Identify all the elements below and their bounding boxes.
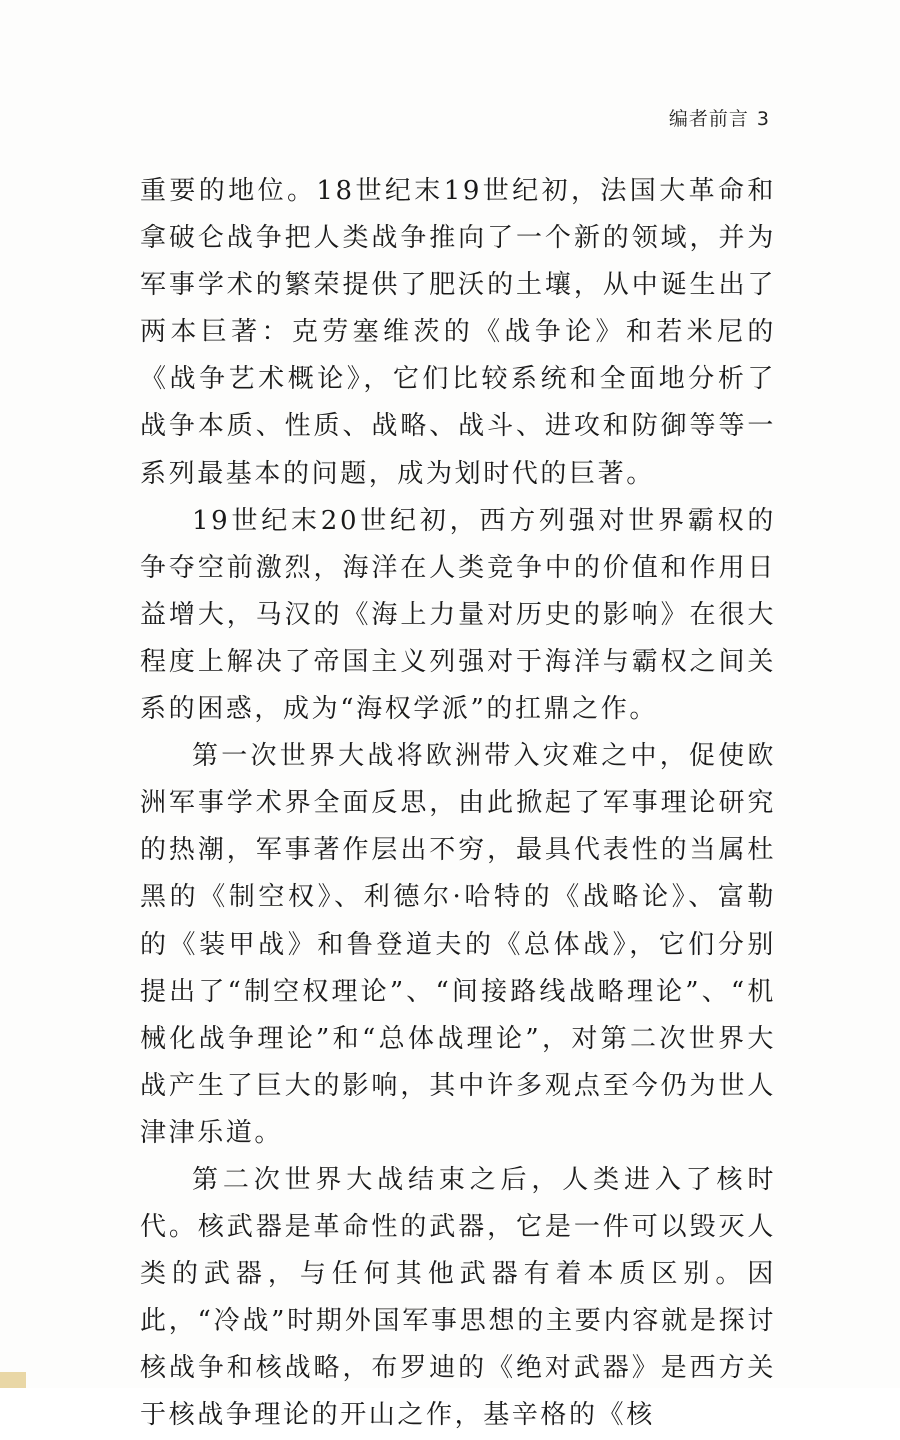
- paragraph: 第二次世界大战结束之后，人类进入了核时代。核武器是革命性的武器，它是一件可以毁灭人类的武器，与任何其他武器有着本质区别。因此，“冷战”时期外国军事思想的主要内容就是探讨核战争和核战略，布罗迪的《绝对武器》是西方关于核战争理论的开山之作，基辛格的《核: [140, 1164, 776, 1431]
- running-head: [669, 104, 770, 131]
- section-title: 编者前言: [668, 108, 749, 130]
- page-number: 3: [756, 108, 770, 130]
- paragraph: 19世纪末20世纪初，西方列强对世界霸权的争夺空前激烈，海洋在人类竞争中的价值和作用日益增大，马汉的《海上力量对历史的影响》在很大程度上解决了帝国主义列强对于海洋与霸权之间关系的困惑，成为“海权学派”的扛鼎之作。: [140, 505, 776, 725]
- paragraph-continued: 重要的地位。18世纪末19世纪初，法国大革命和拿破仑战争把人类战争推向了一个新的领域，并为军事学术的繁荣提供了肥沃的土壤，从中诞生出了两本巨著：克劳塞维茨的《战争论》和若米尼的《战争艺术概论》，它们比较系统和全面地分析了战争本质、性质、战略、战斗、进攻和防御等等一系列最基本的问题，成为划时代的巨著。: [140, 176, 776, 489]
- paragraph: 第一次世界大战将欧洲带入灾难之中，促使欧洲军事学术界全面反思，由此掀起了军事理论研究的热潮，军事著作层出不穷，最具代表性的当属杜黑的《制空权》、利德尔·哈特的《战略论》、富勒的《装甲战》和鲁登道夫的《总体战》，它们分别提出了“制空权理论”、“间接路线战略理论”、“机械化战争理论”和“总体战理论”，对第二次世界大战产生了巨大的影响，其中许多观点至今仍为世人津津乐道。: [140, 741, 776, 1148]
- scan-edge-mark: [0, 1372, 26, 1388]
- body-text: [140, 168, 776, 1440]
